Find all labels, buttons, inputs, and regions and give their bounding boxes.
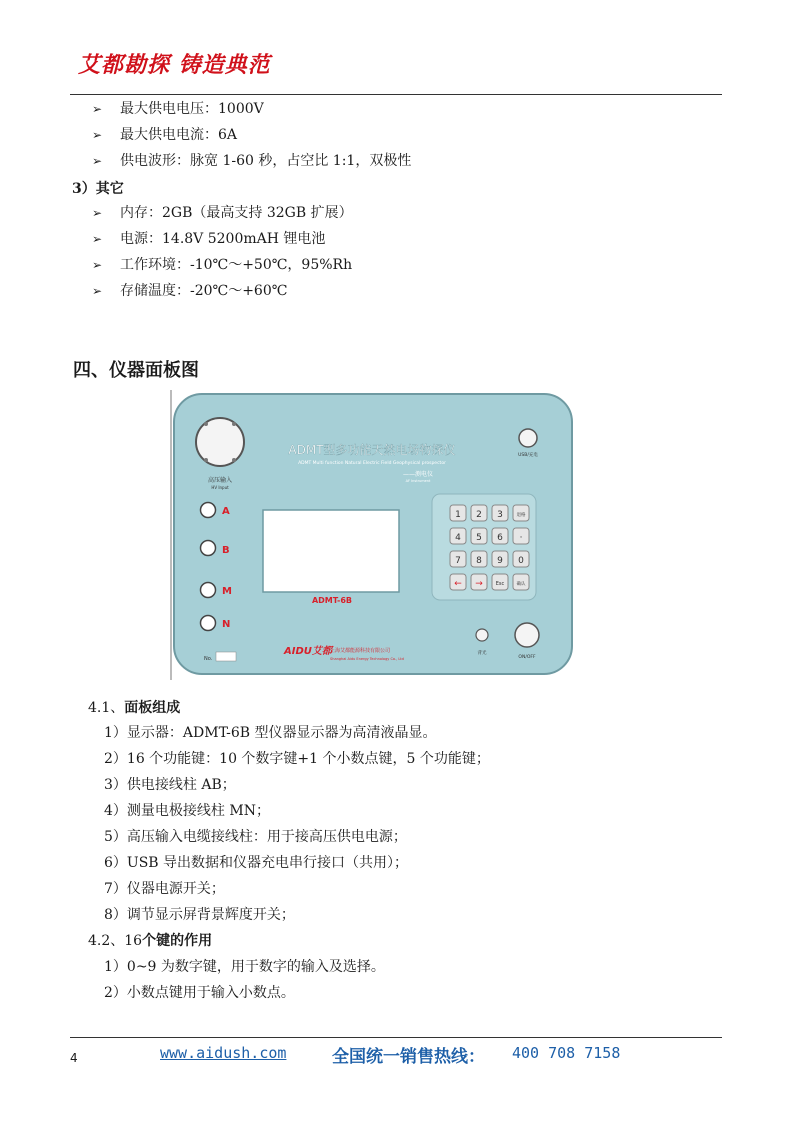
svg-text:6: 6: [497, 533, 503, 543]
hotline-label: 全国统一销售热线：: [332, 1047, 485, 1067]
usb-label: USB/充电: [518, 453, 538, 458]
header-title: 艾都勘探 铸造典范: [78, 53, 271, 78]
panel-tag: ——测电仪: [402, 471, 434, 478]
svg-text:确认: 确认: [516, 582, 526, 587]
others-heading: 3）其它: [72, 181, 124, 197]
power-switch: [515, 623, 539, 647]
list-item: 8）调节显示屏背景辉度开关；: [104, 907, 295, 923]
terminal-b: [201, 541, 216, 556]
list-item: 2）16 个功能键：10 个数字键+1 个小数点键，5 个功能键；: [104, 751, 490, 767]
svg-text:退格: 退格: [516, 513, 526, 518]
svg-text:5: 5: [476, 533, 482, 543]
svg-text:0: 0: [518, 556, 524, 566]
svg-text:3: 3: [497, 510, 503, 520]
svg-text:←: ←: [454, 579, 462, 589]
list-item: 1）0~9 为数字键，用于数字的输入及选择。: [104, 959, 385, 975]
list-item: 7）仪器电源开关；: [104, 881, 225, 897]
instrument-panel-figure: [172, 392, 574, 676]
subsection-heading: 4.1、面板组成: [88, 700, 181, 716]
list-item: ➢ 最大供电电流：6A: [92, 127, 238, 143]
lcd-display: [263, 510, 399, 592]
usb-port: [519, 429, 537, 447]
terminal-m: [201, 583, 216, 598]
terminal-n-label: N: [222, 619, 231, 630]
sn-label: No.: [204, 656, 213, 662]
list-item: ➢ 存储温度：-20℃～+60℃: [92, 283, 288, 299]
svg-text:4: 4: [455, 533, 461, 543]
svg-text:1: 1: [455, 510, 461, 520]
subsection-heading: 4.2、16个键的作用: [88, 933, 213, 949]
list-item: ➢ 最大供电电压：1000V: [92, 101, 264, 117]
panel-subtitle: ADMT Multi function Natural Electric Field Geophysical prospector: [298, 461, 446, 466]
svg-text:7: 7: [455, 556, 461, 566]
svg-text:2: 2: [476, 510, 482, 520]
list-item: 3）供电接线柱 AB；: [104, 777, 236, 793]
list-item: ➢ 内存：2GB（最高支持 32GB 扩展）: [92, 205, 353, 221]
section-heading: 四、仪器面板图: [73, 360, 199, 381]
svg-text:8: 8: [476, 556, 482, 566]
list-item: ➢ 电源：14.8V 5200mAH 锂电池: [92, 231, 326, 247]
header-rule: [70, 94, 722, 95]
serial-plate: [216, 652, 236, 661]
model-label: ADMT-6B: [311, 596, 353, 605]
hotline-number: 400 708 7158: [512, 1044, 621, 1062]
list-item: 4）测量电极接线柱 MN；: [104, 803, 270, 819]
list-item: 6）USB 导出数据和仪器充电串行接口（共用）；: [104, 855, 409, 871]
hv-label: 高压输入: [207, 477, 233, 484]
panel-title: ADMT型多功能天然电场物探仪: [288, 443, 456, 457]
svg-text:Esc: Esc: [495, 581, 505, 587]
terminal-b-label: B: [222, 545, 230, 556]
terminal-a: [201, 503, 216, 518]
terminal-m-label: M: [222, 586, 232, 597]
list-item: ➢ 工作环境：-10℃～+50℃，95%Rh: [92, 257, 353, 273]
list-item: ➢ 供电波形：脉宽 1-60 秒，占空比 1:1，双极性: [92, 153, 412, 169]
backlight-label: 背光: [477, 651, 487, 656]
brand-logo: AIDU艾都: [284, 646, 332, 657]
power-label: ON/OFF: [518, 655, 536, 660]
website-link[interactable]: www.aidush.com: [160, 1044, 287, 1062]
page-number: 4: [70, 1051, 78, 1065]
svg-text:→: →: [475, 579, 483, 589]
hv-label-en: HV Input: [211, 485, 229, 490]
company-name: 上海艾都能源科技有限公司: [330, 648, 391, 654]
terminal-n: [201, 616, 216, 631]
backlight-switch: [476, 629, 488, 641]
list-item: 5）高压输入电缆接线柱：用于接高压供电电源；: [104, 829, 407, 845]
hv-connector: [196, 418, 244, 466]
terminal-a-label: A: [222, 506, 230, 517]
panel-tag-en: AF Instrument: [405, 479, 431, 483]
svg-text:·: ·: [519, 533, 523, 543]
list-item: 1）显示器：ADMT-6B 型仪器显示器为高清液晶显。: [104, 725, 437, 741]
company-name-en: Shanghai Aidu Energy Technology Co., Ltd: [330, 657, 404, 661]
footer-rule: [70, 1037, 722, 1038]
svg-text:9: 9: [497, 556, 503, 566]
list-item: 2）小数点键用于输入小数点。: [104, 985, 295, 1001]
